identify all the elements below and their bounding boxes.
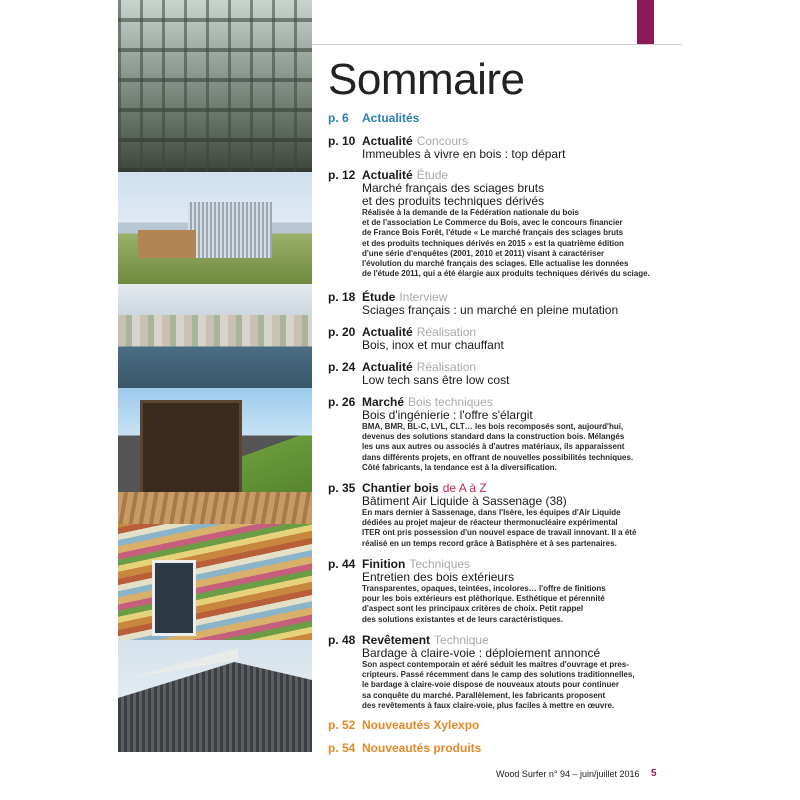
toc-description: ITER ont pris possession d'un nouvel espace de travail innovant. Il a été <box>362 528 637 538</box>
photo-wooden-house-terrace <box>118 388 312 524</box>
toc-category: Revêtement <box>362 633 431 647</box>
toc-entry[interactable] <box>328 481 668 549</box>
toc-page: p. 26 <box>328 395 356 409</box>
toc-description: des revêtements à faux claire-voie, plus faciles à mettre en œuvre. <box>362 700 615 710</box>
photo-dark-cladding-facade <box>118 640 312 752</box>
toc-description: pour les bois extérieurs est pléthorique. Esthétique et pérennité <box>362 594 605 604</box>
toc-description: Son aspect contemporain et aéré séduit les maîtres d'ouvrage et pres- <box>362 660 629 669</box>
toc-page: p. 24 <box>328 360 356 374</box>
photo-facade-shape <box>118 662 312 752</box>
photo-house-shape <box>140 400 242 502</box>
toc-headline: Entretien des bois extérieurs <box>362 570 515 584</box>
toc-description: dans différents projets, en offrant de nouvelles possibilités techniques. <box>362 452 634 462</box>
photo-column <box>118 0 312 752</box>
toc-entry[interactable] <box>328 168 668 279</box>
toc-headline: Bois, inox et mur chauffant <box>362 338 504 352</box>
header-divider <box>312 44 682 45</box>
toc-description: de l'étude 2011, qui a été élargie aux produits techniques dérivés du sciage. <box>362 269 650 279</box>
toc-description: et de l'association Le Commerce du Bois, avec le concours financier <box>362 218 623 228</box>
toc-entry[interactable] <box>328 134 668 161</box>
toc-page: p. 20 <box>328 325 356 339</box>
toc-page: p. 35 <box>328 481 356 495</box>
toc-entry[interactable] <box>328 633 668 711</box>
toc-subcategory: Réalisation <box>416 360 477 374</box>
toc-page: p. 6 <box>328 111 349 125</box>
toc-category: Actualités <box>362 111 420 125</box>
photo-metal-clad-building <box>118 172 312 284</box>
toc-category: Nouveautés produits <box>362 741 482 755</box>
toc-headline: Marché français des sciages bruts <box>362 181 545 195</box>
toc-description: devenus des solutions standard dans la construction bois. Mélangés <box>362 432 625 442</box>
photo-deck-shape <box>118 492 312 524</box>
toc-entry[interactable] <box>328 111 668 125</box>
toc-description: sa conquête du marché. Parallèlement, les fabricants proposent <box>362 690 606 700</box>
toc-headline: Low tech sans être low cost <box>362 373 510 387</box>
photo-wood-annex-shape <box>138 230 196 258</box>
toc-subcategory: Technique <box>434 633 489 647</box>
toc-description: le bardage à claire-voie dispose de nouveaux atouts pour continuer <box>362 680 619 690</box>
toc-headline: Bois d'ingénierie : l'offre s'élargit <box>362 408 533 422</box>
toc-description: Transparentes, opaques, teintées, incolores… l'offre de finitions <box>362 584 606 593</box>
toc-description: réalisé en un temps record grâce à Batisphère et à ses partenaires. <box>362 538 617 548</box>
toc-page: p. 18 <box>328 290 356 304</box>
toc-category: Chantier bois <box>362 481 439 495</box>
toc-subcategory: Interview <box>399 290 448 304</box>
toc-subcategory: Réalisation <box>416 325 477 339</box>
photo-building-shape <box>188 202 272 258</box>
toc-description: l'évolution du marché français des sciages. Elle actualise les données <box>362 259 629 269</box>
accent-bar <box>637 0 654 44</box>
toc-category: Actualité <box>362 168 413 182</box>
toc-entry[interactable] <box>328 290 668 317</box>
toc-description: d'aspect sont les principaux critères de choix. Petit rappel <box>362 604 584 614</box>
toc-entry[interactable] <box>328 718 668 732</box>
toc-entry[interactable] <box>328 360 668 387</box>
toc-page: p. 48 <box>328 633 356 647</box>
toc-category: Actualité <box>362 360 413 374</box>
toc-headline: Sciages français : un marché en pleine mutation <box>362 303 619 317</box>
toc-subcategory: Bois techniques <box>408 395 493 409</box>
toc-headline: Immeubles à vivre en bois : top départ <box>362 147 566 161</box>
toc-subcategory: Concours <box>416 134 469 148</box>
toc-page: p. 52 <box>328 718 356 732</box>
toc-category: Nouveautés Xylexpo <box>362 718 480 732</box>
toc-description: En mars dernier à Sassenage, dans l'Isère, les équipes d'Air Liquide <box>362 508 621 517</box>
toc-category: Actualité <box>362 134 413 148</box>
toc-headline: Bâtiment Air Liquide à Sassenage (38) <box>362 494 567 508</box>
photo-aerial-city-view <box>118 284 312 388</box>
toc-description: dédiées au projet majeur de réacteur thermonucléaire expérimental <box>362 518 618 528</box>
photo-window-shape <box>152 560 196 636</box>
toc-category: Marché <box>362 395 405 409</box>
toc-description: et des produits techniques dérivés en 2015 » est la quatrième édition <box>362 238 624 248</box>
toc-description: Côté fabricants, la tendance est à la diversification. <box>362 462 557 472</box>
toc-description: Réalisée à la demande de la Fédération nationale du bois <box>362 208 579 217</box>
toc-headline: et des produits techniques dérivés <box>362 194 545 208</box>
footer-issue: Wood Surfer n° 94 – juin/juillet 2016 <box>496 769 640 779</box>
photo-steel-roof-structure <box>118 0 312 172</box>
toc-category: Actualité <box>362 325 413 339</box>
toc-description: cripteurs. Passé récemment dans le camp des solutions traditionnelles, <box>362 670 635 680</box>
page-title: Sommaire <box>328 55 525 104</box>
toc-page: p. 10 <box>328 134 356 148</box>
page-number: 5 <box>651 768 657 779</box>
toc-description: les uns aux autres ou associés à d'autres matériaux, ils apparaissent <box>362 442 625 452</box>
toc-subcategory: Étude <box>416 168 449 182</box>
toc-description: de France Bois Forêt, l'étude « Le marché français des sciages bruts <box>362 228 624 238</box>
toc-description: BMA, BMR, BL-C, LVL, CLT… les bois recomposés sont, aujourd'hui, <box>362 422 624 431</box>
toc-page: p. 54 <box>328 741 356 755</box>
toc-headline: Bardage à claire-voie : déploiement annoncé <box>362 646 601 660</box>
toc-page: p. 44 <box>328 557 356 571</box>
toc-subcategory: Techniques <box>409 557 471 571</box>
photo-colored-cladding <box>118 524 312 640</box>
toc-description: des solutions existantes et de leurs caractéristiques. <box>362 614 563 624</box>
toc-entry[interactable] <box>328 395 668 473</box>
toc-entry[interactable] <box>328 557 668 625</box>
toc-entry[interactable] <box>328 741 668 755</box>
toc-description: d'une série d'enquêtes (2001, 2010 et 2011) visant à caractériser <box>362 248 605 258</box>
toc-category: Finition <box>362 557 406 571</box>
toc-category: Étude <box>362 290 396 304</box>
toc-subcategory: de A à Z <box>442 481 487 495</box>
toc-entry[interactable] <box>328 325 668 352</box>
toc-page: p. 12 <box>328 168 356 182</box>
